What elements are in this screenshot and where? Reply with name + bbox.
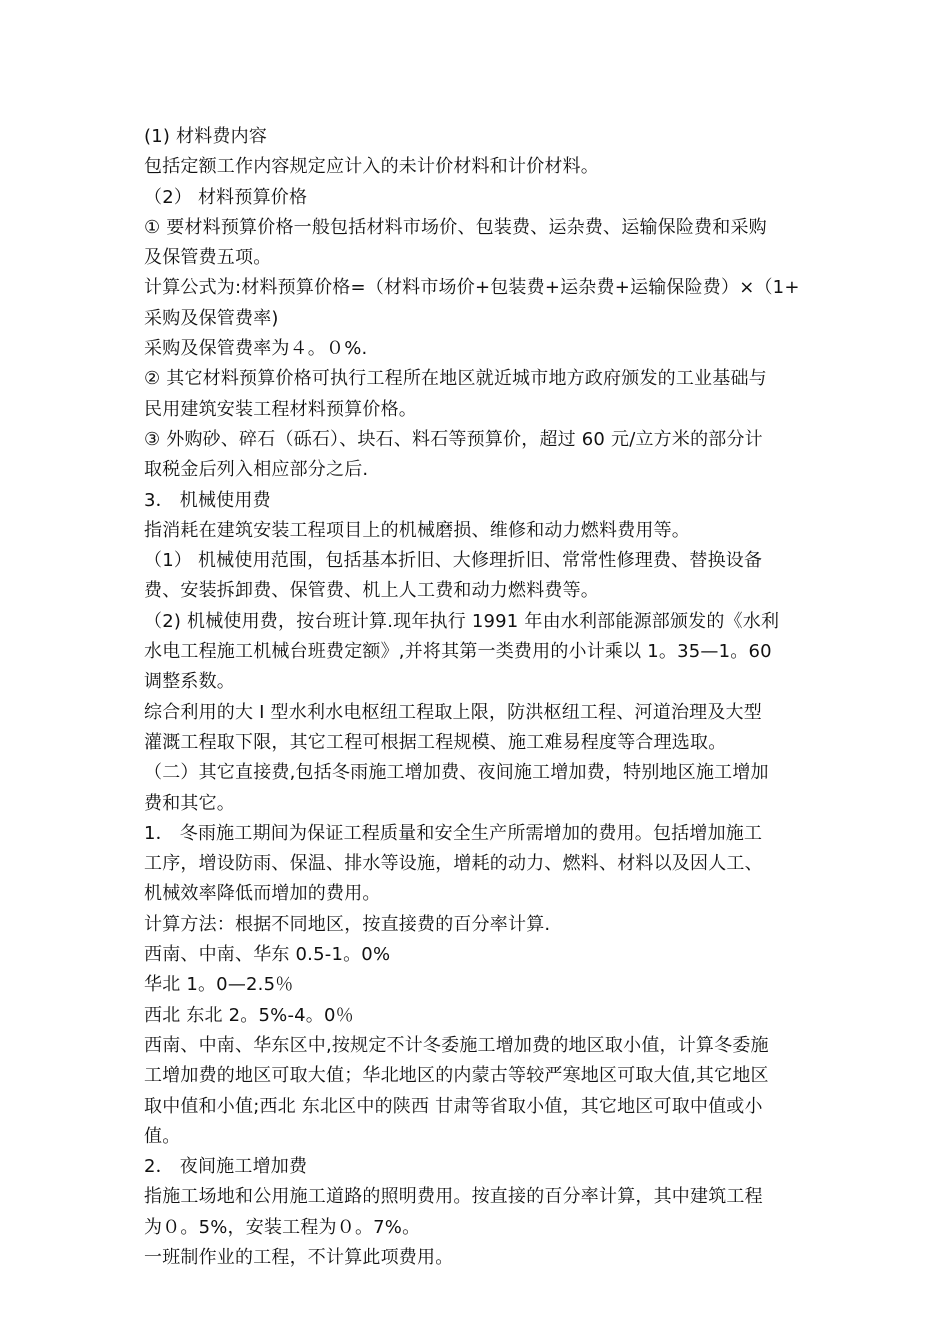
text-line: 3． 机械使用费: [144, 489, 271, 511]
text-line: (1) 材料费内容: [144, 126, 268, 147]
text-line: （2) 机械使用费，按台班计算.现年执行 1991 年由水利部能源部颁发的《水利: [144, 610, 780, 632]
text-line: 华北 1。0—2.5％: [144, 974, 294, 996]
text-line: 综合利用的大 I 型水利水电枢纽工程取上限，防洪枢纽工程、河道治理及大型: [144, 701, 762, 723]
text-line: 为０。5%，安装工程为０。7%。: [144, 1216, 421, 1238]
text-line: 包括定额工作内容规定应计入的未计价材料和计价材料。: [144, 156, 599, 178]
text-line: 计算方法：根据不同地区，按直接费的百分率计算.: [144, 913, 551, 935]
text-line: 1． 冬雨施工期间为保证工程质量和安全生产所需增加的费用。包括增加施工: [144, 822, 763, 844]
document-page: [144, 122, 814, 1273]
text-line: 取税金后列入相应部分之后.: [144, 459, 369, 481]
text-line: （二）其它直接费,包括冬雨施工增加费、夜间施工增加费，特别地区施工增加: [144, 762, 769, 784]
text-line: 值。: [144, 1125, 181, 1147]
text-line: 费和其它。: [144, 792, 235, 814]
text-line: 工序，增设防雨、保温、排水等设施，增耗的动力、燃料、材料以及因人工、: [144, 853, 763, 875]
text-line: 取中值和小值;西北 东北区中的陕西 甘肃等省取小值，其它地区可取中值或小: [144, 1095, 763, 1117]
text-line: 西南、中南、华东 0.5-1。0%: [144, 944, 391, 966]
text-line: 采购及保管费率为４。０%.: [144, 338, 368, 360]
text-line: 调整系数。: [144, 671, 235, 693]
text-line: 及保管费五项。: [144, 247, 272, 269]
text-line: 工增加费的地区可取大值；华北地区的内蒙古等较严寒地区可取大值,其它地区: [144, 1065, 769, 1087]
text-line: 灌溉工程取下限，其它工程可根据工程规模、施工难易程度等合理选取。: [144, 731, 727, 753]
text-line: （1） 机械使用范围，包括基本折旧、大修理折旧、常常性修理费、替换设备: [144, 550, 763, 572]
text-line: 采购及保管费率): [144, 307, 279, 329]
text-line: ② 其它材料预算价格可执行工程所在地区就近城市地方政府颁发的工业基础与: [144, 368, 767, 390]
text-line: 机械效率降低而增加的费用。: [144, 883, 381, 905]
text-line: 指消耗在建筑安装工程项目上的机械磨损、维修和动力燃料费用等。: [144, 519, 690, 541]
text-line: 2． 夜间施工增加费: [144, 1156, 308, 1178]
text-line: 西南、中南、华东区中,按规定不计冬委施工增加费的地区取小值，计算冬委施: [144, 1034, 769, 1056]
text-line: ③ 外购砂、碎石（砾石）、块石、料石等预算价，超过 60 元/立方米的部分计: [144, 428, 763, 450]
text-line: ① 要材料预算价格一般包括材料市场价、包装费、运杂费、运输保险费和采购: [144, 216, 767, 238]
text-line: 一班制作业的工程，不计算此项费用。: [144, 1246, 454, 1268]
text-line: 民用建筑安装工程材料预算价格。: [144, 398, 417, 420]
text-line: （2） 材料预算价格: [144, 186, 308, 208]
text-line: 费、安装拆卸费、保管费、机上人工费和动力燃料费等。: [144, 580, 599, 602]
text-line: 指施工场地和公用施工道路的照明费用。按直接的百分率计算，其中建筑工程: [144, 1186, 763, 1208]
text-line: 水电工程施工机械台班费定额》,并将其第一类费用的小计乘以 1。35—1。60: [144, 641, 772, 663]
text-line: 西北 东北 2。5%-4。0％: [144, 1004, 354, 1026]
text-line: 计算公式为:材料预算价格=（材料市场价+包装费+运杂费+运输保险费）×（1+: [144, 277, 800, 299]
